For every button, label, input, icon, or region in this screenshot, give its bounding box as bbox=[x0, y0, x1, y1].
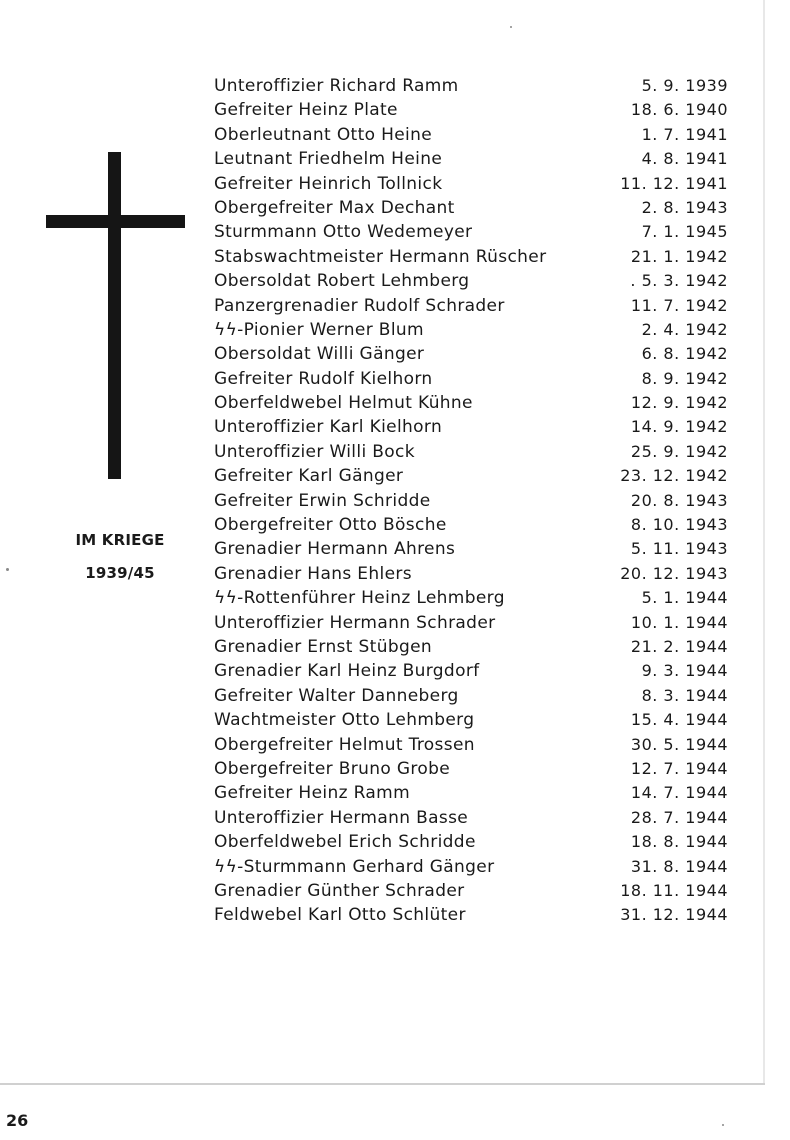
list-item bbox=[212, 98, 740, 122]
list-item bbox=[212, 781, 740, 805]
date-of-death: 2. 4. 1942 bbox=[641, 319, 728, 339]
fallen-soldier-name: Gefreiter Heinrich Tollnick bbox=[214, 173, 443, 194]
fallen-soldier-name: ϟϟ-Pionier Werner Blum bbox=[214, 319, 424, 340]
list-item bbox=[212, 806, 740, 830]
list-item bbox=[212, 830, 740, 854]
date-of-death: 4. 8. 1941 bbox=[641, 149, 728, 169]
print-speck bbox=[722, 1124, 724, 1126]
date-of-death: 7. 1. 1945 bbox=[641, 222, 728, 242]
memorial-cross-crossbar bbox=[46, 215, 185, 228]
list-item bbox=[212, 903, 740, 927]
fallen-soldier-name: Stabswachtmeister Hermann Rüscher bbox=[214, 246, 547, 267]
date-of-death: 14. 9. 1942 bbox=[630, 417, 728, 437]
list-item bbox=[212, 147, 740, 171]
date-of-death: 18. 8. 1944 bbox=[630, 832, 728, 852]
list-item bbox=[212, 415, 740, 439]
date-of-death: 5. 11. 1943 bbox=[630, 539, 728, 559]
roll-of-honour-list bbox=[212, 74, 740, 928]
fallen-soldier-name: Gefreiter Erwin Schridde bbox=[214, 490, 431, 511]
date-of-death: 28. 7. 1944 bbox=[630, 807, 728, 827]
fallen-soldier-name: Gefreiter Heinz Plate bbox=[214, 100, 398, 121]
fallen-soldier-name: Grenadier Hans Ehlers bbox=[214, 563, 412, 584]
date-of-death: 6. 8. 1942 bbox=[641, 344, 728, 364]
list-item bbox=[212, 635, 740, 659]
list-item bbox=[212, 123, 740, 147]
page-number: 26 bbox=[6, 1111, 29, 1130]
fallen-soldier-name: Unteroffizier Hermann Basse bbox=[214, 807, 469, 828]
fallen-soldier-name: Grenadier Ernst Stübgen bbox=[214, 636, 433, 657]
date-of-death: 12. 9. 1942 bbox=[630, 393, 728, 413]
list-item bbox=[212, 318, 740, 342]
fallen-soldier-name: Unteroffizier Hermann Schrader bbox=[214, 612, 496, 633]
list-item bbox=[212, 74, 740, 98]
fallen-soldier-name: Gefreiter Heinz Ramm bbox=[214, 783, 410, 804]
date-of-death: 5. 1. 1944 bbox=[641, 588, 728, 608]
list-item bbox=[212, 757, 740, 781]
print-speck bbox=[6, 568, 9, 571]
date-of-death: 31. 8. 1944 bbox=[630, 856, 728, 876]
fallen-soldier-name: Obersoldat Willi Gänger bbox=[214, 344, 425, 365]
date-of-death: 1. 7. 1941 bbox=[641, 124, 728, 144]
fallen-soldier-name: ϟϟ-Sturmmann Gerhard Gänger bbox=[214, 856, 495, 877]
fallen-soldier-name: Grenadier Hermann Ahrens bbox=[214, 539, 456, 560]
caption-years: 1939/45 bbox=[85, 564, 155, 582]
date-of-death: 20. 12. 1943 bbox=[620, 563, 728, 583]
fallen-soldier-name: Oberfeldwebel Helmut Kühne bbox=[214, 393, 473, 414]
date-of-death: 2. 8. 1943 bbox=[641, 197, 728, 217]
fallen-soldier-name: Unteroffizier Karl Kielhorn bbox=[214, 417, 443, 438]
list-item bbox=[212, 294, 740, 318]
memorial-cross-icon bbox=[108, 152, 121, 479]
list-item bbox=[212, 537, 740, 561]
date-of-death: 21. 1. 1942 bbox=[630, 246, 728, 266]
date-of-death: 8. 9. 1942 bbox=[641, 368, 728, 388]
page-edge-right bbox=[763, 0, 765, 1083]
date-of-death: 10. 1. 1944 bbox=[630, 612, 728, 632]
list-item bbox=[212, 391, 740, 415]
fallen-soldier-name: Oberfeldwebel Erich Schridde bbox=[214, 832, 476, 853]
list-item bbox=[212, 269, 740, 293]
date-of-death: 23. 12. 1942 bbox=[620, 466, 728, 486]
date-of-death: 15. 4. 1944 bbox=[630, 710, 728, 730]
list-item bbox=[212, 562, 740, 586]
list-item bbox=[212, 659, 740, 683]
fallen-soldier-name: Leutnant Friedhelm Heine bbox=[214, 149, 443, 170]
list-item bbox=[212, 220, 740, 244]
list-item bbox=[212, 611, 740, 635]
list-item bbox=[212, 489, 740, 513]
fallen-soldier-name: Sturmmann Otto Wedemeyer bbox=[214, 222, 473, 243]
fallen-soldier-name: Obergefreiter Helmut Trossen bbox=[214, 734, 475, 755]
date-of-death: 18. 11. 1944 bbox=[620, 880, 728, 900]
fallen-soldier-name: Unteroffizier Willi Bock bbox=[214, 441, 415, 462]
fallen-soldier-name: Oberleutnant Otto Heine bbox=[214, 124, 433, 145]
list-item bbox=[212, 196, 740, 220]
list-item bbox=[212, 367, 740, 391]
fallen-soldier-name: Panzergrenadier Rudolf Schrader bbox=[214, 295, 505, 316]
date-of-death: 12. 7. 1944 bbox=[630, 758, 728, 778]
list-item bbox=[212, 464, 740, 488]
print-speck bbox=[510, 26, 512, 28]
caption-im-kriege: IM KRIEGE bbox=[75, 531, 165, 549]
date-of-death: 18. 6. 1940 bbox=[630, 100, 728, 120]
date-of-death: 8. 3. 1944 bbox=[641, 685, 728, 705]
list-item bbox=[212, 342, 740, 366]
list-item bbox=[212, 172, 740, 196]
fallen-soldier-name: Gefreiter Karl Gänger bbox=[214, 466, 404, 487]
date-of-death: 9. 3. 1944 bbox=[641, 661, 728, 681]
date-of-death: 25. 9. 1942 bbox=[630, 441, 728, 461]
fallen-soldier-name: Obergefreiter Bruno Grobe bbox=[214, 758, 451, 779]
fallen-soldier-name: Gefreiter Rudolf Kielhorn bbox=[214, 368, 433, 389]
list-item bbox=[212, 245, 740, 269]
list-item bbox=[212, 440, 740, 464]
fallen-soldier-name: Grenadier Günther Schrader bbox=[214, 880, 465, 901]
fallen-soldier-name: Wachtmeister Otto Lehmberg bbox=[214, 710, 475, 731]
list-item bbox=[212, 513, 740, 537]
date-of-death: 31. 12. 1944 bbox=[620, 905, 728, 925]
list-item bbox=[212, 708, 740, 732]
fallen-soldier-name: Unteroffizier Richard Ramm bbox=[214, 76, 459, 96]
date-of-death: 5. 9. 1939 bbox=[641, 76, 728, 95]
list-item bbox=[212, 684, 740, 708]
list-item bbox=[212, 855, 740, 879]
page-edge-bottom bbox=[0, 1083, 765, 1085]
list-item bbox=[212, 586, 740, 610]
fallen-soldier-name: Obersoldat Robert Lehmberg bbox=[214, 271, 470, 292]
date-of-death: 11. 12. 1941 bbox=[620, 173, 728, 193]
fallen-soldier-name: Grenadier Karl Heinz Burgdorf bbox=[214, 661, 480, 682]
date-of-death: . 5. 3. 1942 bbox=[630, 271, 728, 291]
date-of-death: 20. 8. 1943 bbox=[630, 490, 728, 510]
fallen-soldier-name: Obergefreiter Max Dechant bbox=[214, 197, 455, 218]
date-of-death: 21. 2. 1944 bbox=[630, 636, 728, 656]
date-of-death: 30. 5. 1944 bbox=[630, 734, 728, 754]
list-item bbox=[212, 879, 740, 903]
fallen-soldier-name: Feldwebel Karl Otto Schlüter bbox=[214, 905, 466, 926]
list-item bbox=[212, 733, 740, 757]
date-of-death: 11. 7. 1942 bbox=[630, 295, 728, 315]
fallen-soldier-name: Obergefreiter Otto Bösche bbox=[214, 515, 447, 536]
fallen-soldier-name: Gefreiter Walter Danneberg bbox=[214, 685, 459, 706]
fallen-soldier-name: ϟϟ-Rottenführer Heinz Lehmberg bbox=[214, 588, 505, 609]
date-of-death: 14. 7. 1944 bbox=[630, 783, 728, 803]
date-of-death: 8. 10. 1943 bbox=[630, 515, 728, 535]
